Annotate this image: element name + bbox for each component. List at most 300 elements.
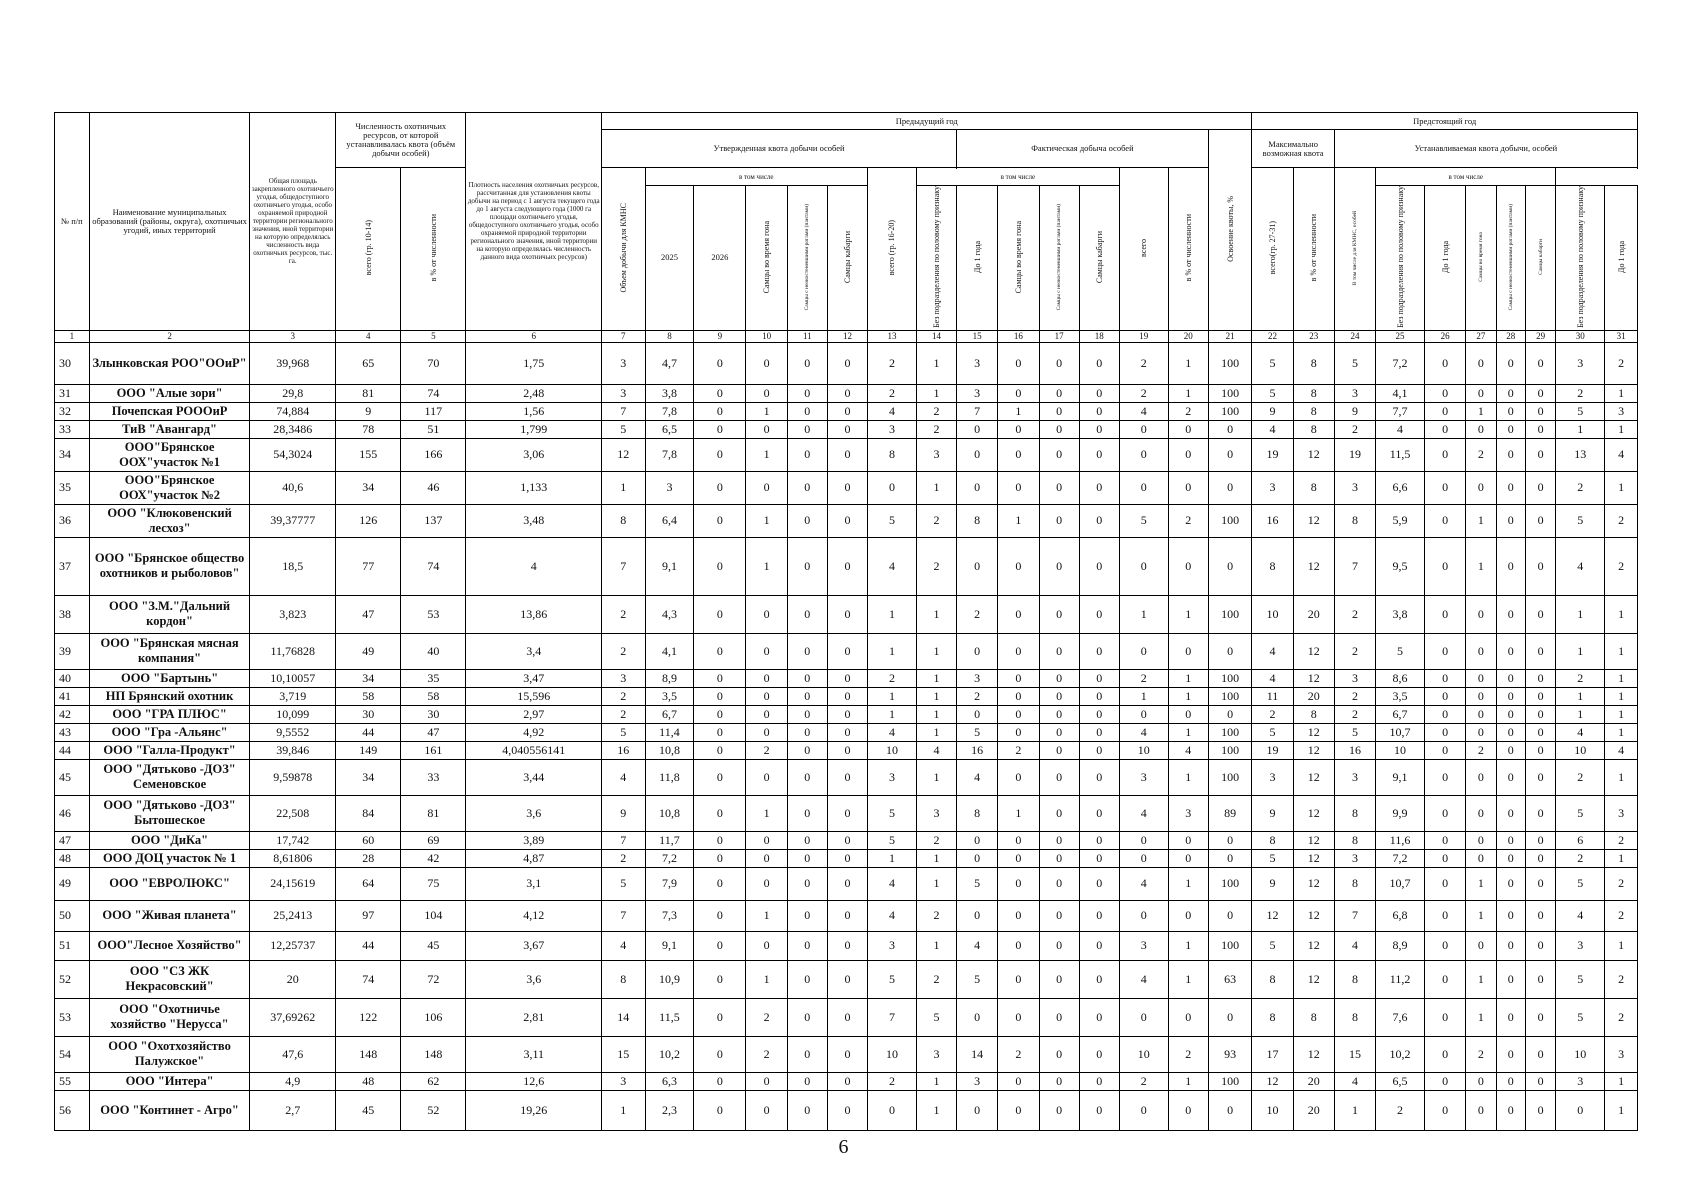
column-number: 26 [1424, 330, 1465, 342]
row-number: 44 [55, 741, 90, 759]
cell-col-27: 0 [1466, 633, 1496, 669]
column-number: 15 [957, 330, 998, 342]
cell-col-12: 0 [827, 795, 867, 831]
cell-col-29: 0 [1525, 438, 1555, 471]
cell-col-15: 0 [957, 998, 998, 1036]
cell-col-25: 11,6 [1376, 831, 1425, 849]
cell-col-26: 0 [1424, 705, 1465, 723]
cell-col-28: 0 [1496, 633, 1525, 669]
cell-col-12: 0 [827, 537, 867, 595]
cell-col-6: 3,47 [466, 669, 602, 687]
cell-col-15: 0 [957, 900, 998, 931]
cell-col-21: 100 [1208, 402, 1252, 420]
cell-col-17: 0 [1039, 669, 1079, 687]
cell-col-20: 1 [1168, 342, 1208, 384]
cell-col-27: 0 [1466, 723, 1496, 741]
cell-col-30: 6 [1556, 831, 1605, 849]
cell-col-23: 12 [1293, 633, 1334, 669]
cell-col-13: 5 [868, 831, 917, 849]
cell-col-14: 1 [916, 342, 956, 384]
cell-col-16: 0 [998, 960, 1039, 998]
cell-col-8: 9,1 [645, 537, 694, 595]
column-number: 2 [89, 330, 250, 342]
cell-col-13: 3 [868, 759, 917, 795]
cell-col-10: 0 [746, 931, 787, 960]
cell-col-12: 0 [827, 900, 867, 931]
cell-col-18: 0 [1079, 633, 1119, 669]
cell-col-9: 0 [694, 633, 746, 669]
cell-col-25: 10,7 [1376, 867, 1425, 900]
cell-col-3: 3,823 [250, 595, 336, 633]
cell-col-20: 0 [1168, 900, 1208, 931]
cell-col-18: 0 [1079, 1090, 1119, 1130]
cell-col-27: 0 [1466, 420, 1496, 438]
cell-col-19: 4 [1119, 723, 1168, 741]
cell-col-3: 20 [250, 960, 336, 998]
row-territory-name: ООО "Бартынь" [89, 669, 250, 687]
cell-col-10: 0 [746, 384, 787, 402]
cell-col-19: 1 [1119, 595, 1168, 633]
cell-col-19: 5 [1119, 504, 1168, 537]
cell-col-20: 2 [1168, 504, 1208, 537]
row-number: 32 [55, 402, 90, 420]
cell-col-12: 0 [827, 420, 867, 438]
cell-col-6: 1,75 [466, 342, 602, 384]
table-row [55, 795, 1638, 831]
cell-col-22: 4 [1252, 633, 1293, 669]
cell-col-24: 8 [1334, 504, 1375, 537]
cell-col-4: 34 [336, 669, 401, 687]
cell-col-23: 12 [1293, 669, 1334, 687]
cell-col-23: 12 [1293, 1036, 1334, 1072]
column-number: 6 [466, 330, 602, 342]
cell-col-31: 4 [1605, 438, 1638, 471]
table-row [55, 595, 1638, 633]
column-number: 4 [336, 330, 401, 342]
cell-col-29: 0 [1525, 960, 1555, 998]
cell-col-5: 35 [401, 669, 466, 687]
cell-col-28: 0 [1496, 831, 1525, 849]
row-territory-name: ООО "Дятьково -ДОЗ" Бытошеское [89, 795, 250, 831]
cell-col-3: 10,099 [250, 705, 336, 723]
cell-col-19: 0 [1119, 831, 1168, 849]
cell-col-20: 1 [1168, 687, 1208, 705]
cell-col-31: 1 [1605, 849, 1638, 867]
cell-col-26: 0 [1424, 1036, 1465, 1072]
cell-col-5: 42 [401, 849, 466, 867]
column-number: 17 [1039, 330, 1079, 342]
column-number: 16 [998, 330, 1039, 342]
cell-col-26: 0 [1424, 795, 1465, 831]
cell-col-15: 0 [957, 438, 998, 471]
cell-col-11: 0 [787, 831, 827, 849]
cell-col-28: 0 [1496, 669, 1525, 687]
header-population: Численность охотничьих ресурсов, от которой устанавливалась квота (объём добычи особей) [336, 113, 466, 168]
cell-col-16: 1 [998, 795, 1039, 831]
cell-col-15: 0 [957, 420, 998, 438]
cell-col-6: 4 [466, 537, 602, 595]
cell-col-30: 5 [1556, 867, 1605, 900]
cell-col-15: 8 [957, 504, 998, 537]
cell-col-31: 1 [1605, 723, 1638, 741]
header-num: № п/п [55, 113, 90, 331]
cell-col-7: 12 [602, 438, 645, 471]
row-territory-name: ТиВ "Авангард" [89, 420, 250, 438]
cell-col-24: 3 [1334, 471, 1375, 504]
header-c29: Самцы кабарги [1525, 186, 1555, 331]
cell-col-21: 100 [1208, 687, 1252, 705]
header-c26: В том числе для КМНС, особей [1334, 168, 1375, 331]
cell-col-28: 0 [1496, 741, 1525, 759]
cell-col-9: 0 [694, 504, 746, 537]
cell-col-7: 3 [602, 669, 645, 687]
cell-col-10: 1 [746, 960, 787, 998]
cell-col-4: 84 [336, 795, 401, 831]
cell-col-14: 2 [916, 537, 956, 595]
cell-col-6: 1,133 [466, 471, 602, 504]
table-row [55, 831, 1638, 849]
cell-col-25: 10,2 [1376, 1036, 1425, 1072]
cell-col-22: 12 [1252, 1072, 1293, 1090]
cell-col-9: 0 [694, 831, 746, 849]
cell-col-11: 0 [787, 342, 827, 384]
row-territory-name: ООО "Дятьково -ДОЗ" Семеновское [89, 759, 250, 795]
cell-col-12: 0 [827, 1072, 867, 1090]
cell-col-29: 0 [1525, 931, 1555, 960]
cell-col-29: 0 [1525, 595, 1555, 633]
table-row [55, 741, 1638, 759]
header-prev-year: Предыдущий год [602, 113, 1252, 130]
cell-col-8: 6,5 [645, 420, 694, 438]
cell-col-18: 0 [1079, 849, 1119, 867]
cell-col-21: 100 [1208, 342, 1252, 384]
cell-col-4: 78 [336, 420, 401, 438]
cell-col-22: 9 [1252, 867, 1293, 900]
cell-col-3: 11,76828 [250, 633, 336, 669]
cell-col-10: 0 [746, 1090, 787, 1130]
header-max-quota: Максимально возможная квота [1252, 130, 1335, 168]
cell-col-31: 1 [1605, 595, 1638, 633]
cell-col-13: 4 [868, 402, 917, 420]
cell-col-17: 0 [1039, 420, 1079, 438]
row-number: 54 [55, 1036, 90, 1072]
table-row [55, 384, 1638, 402]
cell-col-17: 0 [1039, 998, 1079, 1036]
cell-col-4: 97 [336, 900, 401, 931]
cell-col-24: 2 [1334, 687, 1375, 705]
table-row [55, 1090, 1638, 1130]
cell-col-8: 10,8 [645, 741, 694, 759]
cell-col-23: 20 [1293, 1090, 1334, 1130]
cell-col-5: 70 [401, 342, 466, 384]
cell-col-17: 0 [1039, 900, 1079, 931]
cell-col-14: 1 [916, 595, 956, 633]
cell-col-6: 3,89 [466, 831, 602, 849]
cell-col-18: 0 [1079, 705, 1119, 723]
cell-col-31: 3 [1605, 795, 1638, 831]
cell-col-18: 0 [1079, 960, 1119, 998]
cell-col-16: 0 [998, 998, 1039, 1036]
cell-col-5: 45 [401, 931, 466, 960]
header-c16: Самцы во время гона [998, 186, 1039, 331]
cell-col-29: 0 [1525, 537, 1555, 595]
cell-col-12: 0 [827, 687, 867, 705]
cell-col-9: 0 [694, 471, 746, 504]
cell-col-11: 0 [787, 795, 827, 831]
cell-col-20: 0 [1168, 831, 1208, 849]
cell-col-8: 3,8 [645, 384, 694, 402]
cell-col-24: 15 [1334, 1036, 1375, 1072]
cell-col-18: 0 [1079, 342, 1119, 384]
cell-col-14: 1 [916, 705, 956, 723]
cell-col-26: 0 [1424, 998, 1465, 1036]
cell-col-27: 1 [1466, 900, 1496, 931]
cell-col-11: 0 [787, 633, 827, 669]
cell-col-8: 6,7 [645, 705, 694, 723]
cell-col-26: 0 [1424, 849, 1465, 867]
cell-col-14: 2 [916, 420, 956, 438]
cell-col-26: 0 [1424, 504, 1465, 537]
row-territory-name: ООО "Интера" [89, 1072, 250, 1090]
cell-col-16: 0 [998, 723, 1039, 741]
row-number: 31 [55, 384, 90, 402]
cell-col-11: 0 [787, 504, 827, 537]
cell-col-28: 0 [1496, 420, 1525, 438]
cell-col-16: 0 [998, 705, 1039, 723]
cell-col-4: 48 [336, 1072, 401, 1090]
cell-col-21: 63 [1208, 960, 1252, 998]
cell-col-17: 0 [1039, 471, 1079, 504]
cell-col-8: 11,5 [645, 998, 694, 1036]
cell-col-30: 2 [1556, 471, 1605, 504]
cell-col-4: 30 [336, 705, 401, 723]
cell-col-10: 0 [746, 831, 787, 849]
cell-col-20: 2 [1168, 402, 1208, 420]
cell-col-27: 0 [1466, 342, 1496, 384]
cell-col-29: 0 [1525, 723, 1555, 741]
cell-col-26: 0 [1424, 1072, 1465, 1090]
cell-col-9: 0 [694, 687, 746, 705]
cell-col-7: 15 [602, 1036, 645, 1072]
cell-col-17: 0 [1039, 960, 1079, 998]
cell-col-8: 11,4 [645, 723, 694, 741]
cell-col-27: 0 [1466, 669, 1496, 687]
table-row [55, 998, 1638, 1036]
cell-col-4: 28 [336, 849, 401, 867]
row-number: 49 [55, 867, 90, 900]
cell-col-10: 0 [746, 849, 787, 867]
cell-col-21: 100 [1208, 504, 1252, 537]
cell-col-12: 0 [827, 384, 867, 402]
cell-col-12: 0 [827, 595, 867, 633]
row-territory-name: ООО"Брянское ООХ"участок №2 [89, 471, 250, 504]
cell-col-11: 0 [787, 1036, 827, 1072]
cell-col-8: 6,3 [645, 1072, 694, 1090]
row-number: 36 [55, 504, 90, 537]
cell-col-22: 11 [1252, 687, 1293, 705]
cell-col-16: 1 [998, 402, 1039, 420]
row-number: 41 [55, 687, 90, 705]
cell-col-29: 0 [1525, 1036, 1555, 1072]
header-c28: Самцы с неокостеневшими рогами (пантами) [1496, 186, 1525, 331]
cell-col-23: 12 [1293, 867, 1334, 900]
cell-col-9: 0 [694, 342, 746, 384]
cell-col-28: 0 [1496, 342, 1525, 384]
column-number: 19 [1119, 330, 1168, 342]
cell-col-4: 122 [336, 998, 401, 1036]
cell-col-17: 0 [1039, 705, 1079, 723]
cell-col-26: 0 [1424, 900, 1465, 931]
cell-col-27: 0 [1466, 471, 1496, 504]
cell-col-22: 19 [1252, 438, 1293, 471]
cell-col-28: 0 [1496, 931, 1525, 960]
cell-col-15: 5 [957, 723, 998, 741]
row-number: 55 [55, 1072, 90, 1090]
cell-col-30: 1 [1556, 633, 1605, 669]
cell-col-9: 0 [694, 759, 746, 795]
cell-col-30: 3 [1556, 342, 1605, 384]
cell-col-16: 0 [998, 342, 1039, 384]
cell-col-22: 10 [1252, 595, 1293, 633]
cell-col-15: 0 [957, 471, 998, 504]
cell-col-4: 44 [336, 723, 401, 741]
cell-col-18: 0 [1079, 931, 1119, 960]
cell-col-23: 8 [1293, 420, 1334, 438]
cell-col-17: 0 [1039, 1090, 1079, 1130]
cell-col-23: 20 [1293, 595, 1334, 633]
cell-col-31: 3 [1605, 402, 1638, 420]
cell-col-17: 0 [1039, 1072, 1079, 1090]
cell-col-29: 0 [1525, 998, 1555, 1036]
cell-col-3: 24,15619 [250, 867, 336, 900]
cell-col-31: 3 [1605, 1036, 1638, 1072]
cell-col-30: 2 [1556, 759, 1605, 795]
cell-col-10: 0 [746, 595, 787, 633]
cell-col-19: 2 [1119, 342, 1168, 384]
cell-col-27: 0 [1466, 931, 1496, 960]
cell-col-6: 4,87 [466, 849, 602, 867]
cell-col-9: 0 [694, 438, 746, 471]
cell-col-31: 1 [1605, 759, 1638, 795]
cell-col-22: 12 [1252, 900, 1293, 931]
cell-col-12: 0 [827, 705, 867, 723]
cell-col-11: 0 [787, 705, 827, 723]
table-row [55, 504, 1638, 537]
cell-col-12: 0 [827, 867, 867, 900]
cell-col-3: 22,508 [250, 795, 336, 831]
cell-col-29: 0 [1525, 471, 1555, 504]
cell-col-23: 20 [1293, 1072, 1334, 1090]
cell-col-9: 0 [694, 1072, 746, 1090]
cell-col-27: 1 [1466, 960, 1496, 998]
cell-col-7: 7 [602, 900, 645, 931]
cell-col-6: 3,67 [466, 931, 602, 960]
cell-col-19: 10 [1119, 1036, 1168, 1072]
cell-col-23: 8 [1293, 705, 1334, 723]
cell-col-19: 0 [1119, 438, 1168, 471]
cell-col-22: 3 [1252, 471, 1293, 504]
header-c30: Без подразделения по половому признаку [1556, 186, 1605, 331]
header-area: Общая площадь закрепленного охотничьего угодья, общедоступного охотничьего угодья, особо охраняемой природной территории регионального значения, иной территории на которую определялась численность вида охотничьих ресурсов, тыс. га. [250, 113, 336, 331]
cell-col-10: 0 [746, 420, 787, 438]
row-number: 30 [55, 342, 90, 384]
cell-col-19: 0 [1119, 849, 1168, 867]
cell-col-18: 0 [1079, 438, 1119, 471]
cell-col-20: 0 [1168, 438, 1208, 471]
cell-col-7: 2 [602, 687, 645, 705]
cell-col-4: 64 [336, 867, 401, 900]
cell-col-11: 0 [787, 420, 827, 438]
table-row [55, 342, 1638, 384]
cell-col-30: 2 [1556, 384, 1605, 402]
cell-col-22: 5 [1252, 384, 1293, 402]
cell-col-20: 0 [1168, 705, 1208, 723]
cell-col-5: 161 [401, 741, 466, 759]
cell-col-31: 1 [1605, 420, 1638, 438]
cell-col-10: 1 [746, 900, 787, 931]
cell-col-27: 0 [1466, 1090, 1496, 1130]
cell-col-7: 3 [602, 384, 645, 402]
cell-col-6: 1,799 [466, 420, 602, 438]
cell-col-19: 2 [1119, 1072, 1168, 1090]
row-number: 38 [55, 595, 90, 633]
cell-col-18: 0 [1079, 687, 1119, 705]
cell-col-13: 5 [868, 795, 917, 831]
cell-col-13: 4 [868, 900, 917, 931]
cell-col-4: 45 [336, 1090, 401, 1130]
column-number: 28 [1496, 330, 1525, 342]
cell-col-31: 1 [1605, 633, 1638, 669]
cell-col-4: 65 [336, 342, 401, 384]
cell-col-4: 58 [336, 687, 401, 705]
cell-col-25: 6,8 [1376, 900, 1425, 931]
cell-col-12: 0 [827, 633, 867, 669]
table-row [55, 849, 1638, 867]
cell-col-21: 100 [1208, 595, 1252, 633]
cell-col-9: 0 [694, 849, 746, 867]
row-number: 53 [55, 998, 90, 1036]
cell-col-14: 1 [916, 633, 956, 669]
cell-col-20: 1 [1168, 1072, 1208, 1090]
cell-col-6: 4,12 [466, 900, 602, 931]
cell-col-30: 2 [1556, 849, 1605, 867]
cell-col-19: 0 [1119, 633, 1168, 669]
cell-col-9: 0 [694, 998, 746, 1036]
column-number: 31 [1605, 330, 1638, 342]
row-number: 40 [55, 669, 90, 687]
cell-col-17: 0 [1039, 687, 1079, 705]
cell-col-10: 0 [746, 1072, 787, 1090]
cell-col-31: 1 [1605, 1090, 1638, 1130]
cell-col-21: 0 [1208, 420, 1252, 438]
row-territory-name: ООО"Брянское ООХ"участок №1 [89, 438, 250, 471]
cell-col-13: 3 [868, 931, 917, 960]
row-number: 34 [55, 438, 90, 471]
cell-col-3: 74,884 [250, 402, 336, 420]
header-c15: всего (гр. 16-20) [868, 168, 917, 331]
cell-col-24: 8 [1334, 795, 1375, 831]
cell-col-25: 6,6 [1376, 471, 1425, 504]
cell-col-30: 5 [1556, 998, 1605, 1036]
cell-col-24: 3 [1334, 669, 1375, 687]
cell-col-15: 14 [957, 1036, 998, 1072]
cell-col-16: 0 [998, 420, 1039, 438]
cell-col-5: 47 [401, 723, 466, 741]
cell-col-9: 0 [694, 537, 746, 595]
cell-col-24: 4 [1334, 1072, 1375, 1090]
cell-col-29: 0 [1525, 420, 1555, 438]
cell-col-24: 1 [1334, 1090, 1375, 1130]
